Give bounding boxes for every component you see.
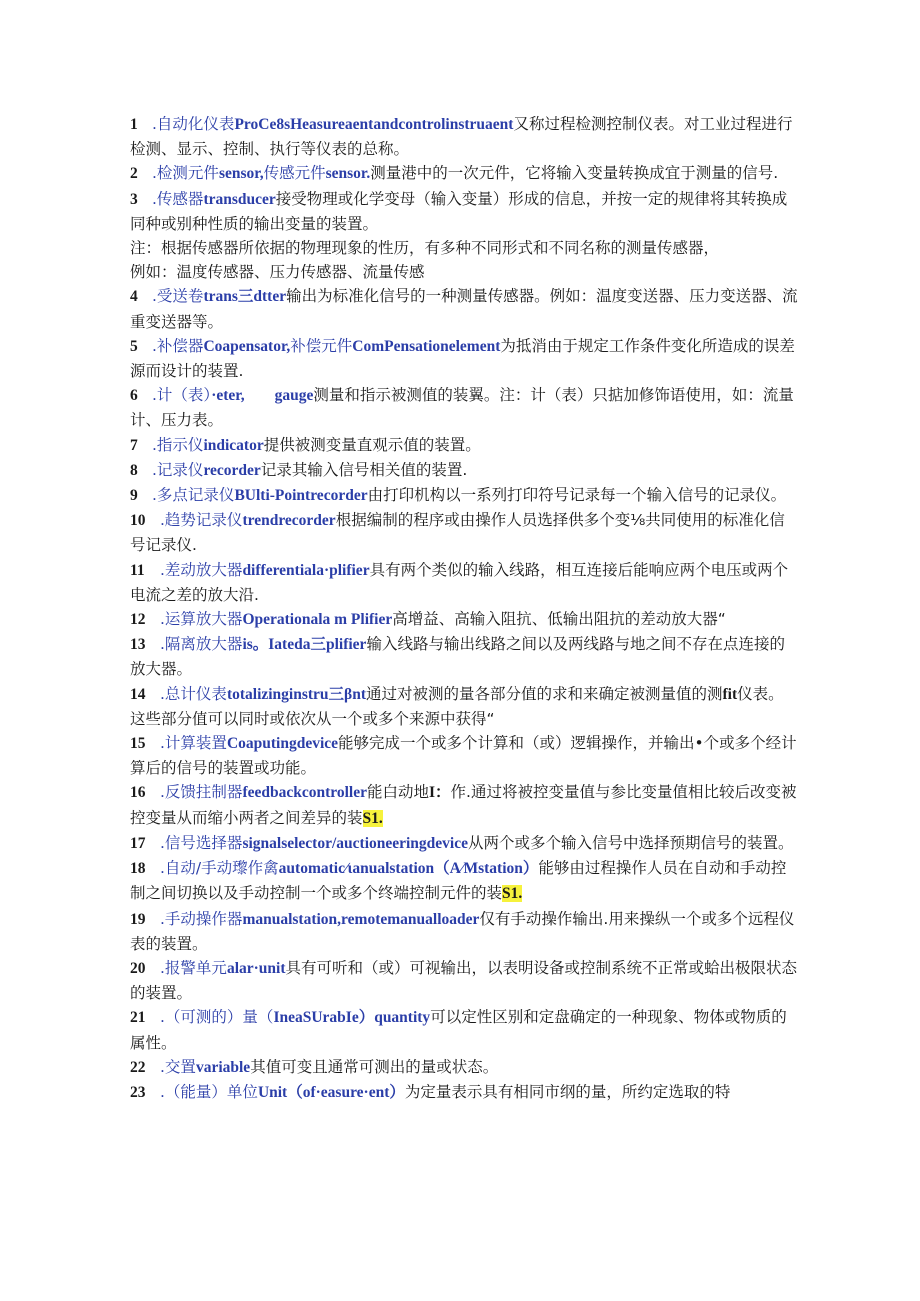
definition: 可以定性区别和定盘确定的一种现象、物体或物质的属性。 [130, 1008, 787, 1052]
term-en: totalizinginstru三βnt [226, 685, 366, 703]
entry-13 [130, 632, 798, 681]
definition: 根据编制的程序或由操作人员选择供多个变⅛共同使用的标准化信号记录仪. [130, 511, 785, 555]
term-zh: .指示仪 [152, 435, 204, 454]
entry-number: 11 [130, 561, 145, 579]
entry-number: 4 [130, 288, 138, 306]
term-en-2: gauge [274, 387, 314, 405]
term-en: automatic∕ιanualstation（A∕Mstation） [278, 860, 539, 878]
term-zh-2: 传感元件 [263, 164, 326, 183]
entry-number: 8 [130, 461, 138, 479]
term-zh: .运算放大器 [160, 610, 243, 629]
definition: 由打印机构以一系列打印符号记录每一个输入信号的记录仪。 [367, 486, 787, 505]
entry-23 [130, 1080, 798, 1105]
term-zh: .（可测的）量（ [160, 1008, 274, 1027]
entry-number: 23 [130, 1083, 146, 1101]
entry-number: 3 [130, 190, 138, 208]
term-en: Operationala m Plifier [242, 611, 393, 629]
entry-17 [130, 831, 798, 856]
term-zh: .趋势记录仪 [160, 511, 243, 530]
term-en: Coapensator, [203, 337, 291, 355]
term-zh: .总计仪表 [160, 684, 227, 703]
term-en: ProCe8sHeasureaentandcontrolinstruaent [234, 116, 514, 133]
term-en: indicator [203, 436, 264, 454]
definition-cont: 仪表。这些部分值可以同时或依次从一个或多个来源中获得“ [130, 684, 784, 728]
definition: 具有可听和（或）可视输出，以表明设备或控制系统不正常或蛤出极限状态的装置。 [130, 958, 798, 1003]
entry-number: 21 [130, 1009, 146, 1027]
term-en: sensor, [218, 165, 264, 183]
entry-number: 15 [130, 735, 146, 753]
highlight: S1. [502, 885, 523, 903]
term-en: variable [195, 1058, 251, 1076]
term-zh: .自动/手动瓈作禽 [160, 859, 279, 878]
definition: 仅有手动操作输出.用来操纵一个或多个远程仪表的装置。 [130, 909, 795, 953]
term-en: trendrecorder [242, 512, 336, 530]
definition-bold: I： [429, 784, 451, 802]
entry-number: 7 [130, 436, 138, 454]
entry-18 [130, 856, 798, 906]
entry-number: 14 [130, 685, 146, 703]
term-zh: .反馈拄制器 [160, 783, 243, 802]
term-en: differentiala·plifier [242, 561, 370, 579]
entry-7 [130, 433, 798, 458]
definition: 从两个或多个输入信号中选择预期信号的装置。 [468, 833, 794, 852]
highlight: S1. [362, 809, 383, 827]
entry-number: 13 [130, 636, 146, 654]
definition: 又称过程检测控制仪表。对工业过程进行检测、显示、控制、执行等仪表的总称。 [130, 115, 793, 159]
entry-number: 9 [130, 487, 138, 505]
entry-6 [130, 383, 798, 432]
entry-21 [130, 1005, 798, 1054]
term-zh: .报警单元 [160, 958, 227, 977]
term-zh: .传感器 [152, 189, 204, 208]
note [130, 236, 798, 284]
entry-number: 10 [130, 512, 146, 530]
entry-10 [130, 508, 798, 557]
definition: 输出为标准化信号的一种测量传感器。例如：温度变送器、压力变送器、流重变送器等。 [130, 287, 798, 331]
entry-8 [130, 458, 798, 483]
entry-12 [130, 607, 798, 632]
entry-number: 6 [130, 387, 138, 405]
definition-bold: fit [722, 685, 738, 703]
term-en: IneaSUrabIe）quantity [273, 1009, 431, 1027]
term-zh: .（能量）单位 [160, 1082, 258, 1101]
definition: 通过对被测的量各部分值的求和来确定被测量值的测 [366, 684, 723, 703]
term-en-2: sensor. [325, 165, 371, 183]
definition: 具有两个类似的输入线路，相互连接后能响应两个电压或两个电流之差的放大沿. [130, 560, 789, 604]
term-zh: .计（表） [152, 386, 212, 405]
term-en: signalselector/auctioneeringdevice [242, 834, 468, 852]
definition: 为抵消由于规定工作条件变化所造成的误差源而设计的装置. [130, 336, 795, 381]
definition-cont: 作.通过将被控变量值与参比变量值相比较后改变被控变量从而缩小两者之间差异的装 [130, 783, 797, 827]
term-zh: .多点记录仪 [152, 486, 235, 505]
term-en: Unit（of·easure·ent） [257, 1083, 405, 1101]
entry-number: 5 [130, 337, 138, 355]
term-zh: .受送卷 [152, 287, 204, 306]
entry-number: 17 [130, 834, 146, 852]
entry-number: 12 [130, 611, 146, 629]
note-line-1: 注：根据传感器所依据的物理现象的性历，有多种不同形式和不同名称的测量传感器， [130, 239, 720, 258]
entry-3 [130, 187, 798, 236]
term-zh: .差动放大器 [160, 560, 243, 579]
definition: 输入线路与输出线路之间以及两线路与地之间不存在点连接的放大器。 [130, 635, 785, 679]
term-en-2: ComPensationelement [352, 337, 501, 355]
term-en: BUlti-Pointrecorder [234, 487, 368, 505]
term-zh: .手动操作器 [160, 909, 243, 928]
entry-4 [130, 284, 798, 333]
definition: 接受物理或化学变母（输入变量）形成的信息，并按一定的规律将其转换成同种或别种性质的输出变量的装置。 [130, 189, 788, 233]
term-en: ·eter, [211, 387, 245, 405]
entry-19 [130, 907, 798, 956]
entry-number: 18 [130, 860, 146, 878]
definition: 测量港中的一次元件，它将输入变量转换成宜于测量的信号. [370, 164, 779, 183]
entry-22 [130, 1055, 798, 1080]
term-en: alar·unit [226, 959, 286, 977]
definition: 能够完成一个或多个计算和（或）逻辑操作，并输出•个或多个经计算后的信号的装置或功能。 [130, 734, 797, 778]
term-en: trans三dtter [203, 288, 287, 306]
entry-number: 20 [130, 959, 146, 977]
entry-16 [130, 780, 798, 830]
term-en: recorder [203, 461, 261, 479]
term-zh-2: 补偿元件 [290, 336, 353, 355]
term-zh: .隔离放大器 [160, 635, 243, 654]
term-en: Coaputingdevice [226, 735, 339, 753]
term-en: is。Iateda三plifier [242, 636, 367, 654]
definition: 高增益、高输入阻抗、低输出阻抗的差动放大器“ [392, 610, 726, 629]
entry-15 [130, 731, 798, 780]
entry-14 [130, 682, 798, 731]
term-zh: .补偿器 [152, 336, 204, 355]
term-zh: .自动化仪表 [152, 115, 235, 133]
definition: 其值可变且通常可测出的量或状态。 [250, 1057, 499, 1076]
term-zh: .信号选择器 [160, 833, 243, 852]
term-zh: .记录仪 [152, 460, 204, 479]
note-line-2: 例如：温度传感器、压力传感器、流量传感 [130, 263, 425, 282]
definition: 能白动地 [366, 783, 429, 802]
definition: 测量和指示被测值的装翼。注：计（表）只掂加修饰语使用，如：流量计、压力表。 [130, 386, 794, 430]
entry-20 [130, 956, 798, 1005]
definition: 记录其输入信号相关值的装置. [260, 460, 468, 479]
term-zh: .计算装置 [160, 734, 227, 753]
entry-number: 1 [130, 116, 138, 133]
entry-number: 16 [130, 784, 146, 802]
entry-1 [130, 112, 798, 161]
document-page [130, 112, 798, 1105]
entry-9 [130, 483, 798, 508]
term-en: manualstation,remotemanualloader [242, 910, 480, 928]
definition: 能够由过程操作人员在自动和手动控制之间切换以及手动控制一个或多个终端控制元件的装 [130, 859, 787, 903]
term-zh: .检测元件 [152, 164, 219, 183]
definition: 提供被测变量直观示值的装置。 [263, 435, 481, 454]
entry-2 [130, 161, 798, 186]
entry-5 [130, 334, 798, 383]
term-en: feedbackcontroller [242, 784, 367, 802]
term-zh: .交置 [160, 1057, 196, 1076]
entry-number: 19 [130, 910, 146, 928]
definition: 为定量表示具有相同市纲的量，所约定选取的特 [404, 1082, 731, 1101]
entry-number: 22 [130, 1058, 146, 1076]
entry-11 [130, 558, 798, 607]
term-en: transducer [203, 190, 276, 208]
entry-number: 2 [130, 165, 138, 183]
